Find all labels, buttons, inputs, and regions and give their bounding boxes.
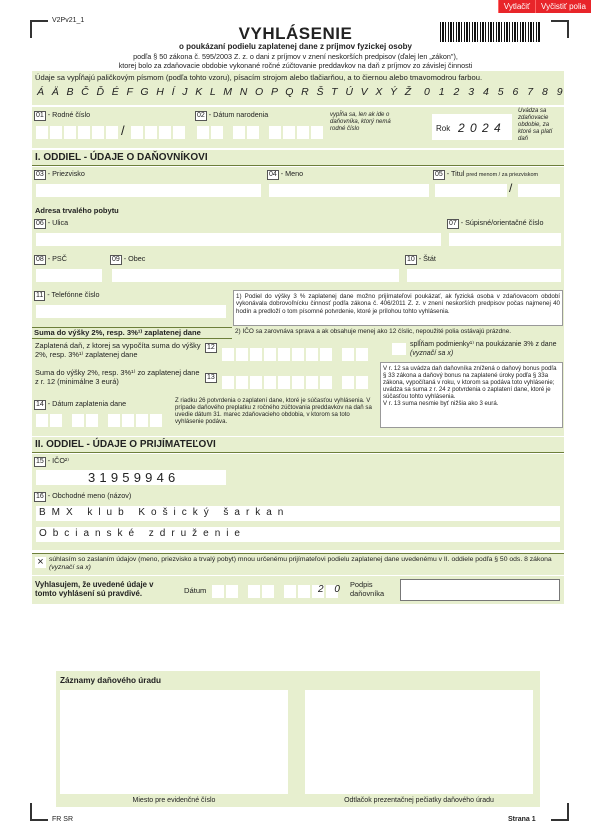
field-number: 14 bbox=[36, 401, 44, 408]
title-label: - Titul bbox=[446, 169, 465, 178]
field-number: 05 bbox=[435, 171, 443, 178]
section2-title: II. ODDIEL - ÚDAJE O PRIJÍMATEĽOVI bbox=[35, 439, 216, 450]
page-number: Strana 1 bbox=[508, 816, 536, 823]
field-number: 11 bbox=[36, 292, 44, 299]
field-number: 08 bbox=[36, 256, 44, 263]
header-line2: ktorej bolo za zdaňovacie obdobie vykonané ročné zúčtovanie preddavkov na daň z príjmov zo závislej činnosti bbox=[118, 61, 473, 70]
signature-label: Podpis daňovníka bbox=[350, 580, 385, 598]
registration-number-box bbox=[60, 690, 288, 794]
payment-date-label: - Dátum zaplatenia dane bbox=[47, 399, 127, 408]
postcode-input[interactable] bbox=[36, 269, 102, 282]
consent-note: (vyznačí sa x) bbox=[49, 564, 91, 571]
field-number: 03 bbox=[36, 171, 44, 178]
municipality-label: - Obec bbox=[123, 254, 146, 263]
field-number: 06 bbox=[36, 220, 44, 227]
registration-number-label: Miesto pre evidenčné číslo bbox=[132, 797, 216, 804]
condition-text2: V r. 13 suma nesmie byť nižšia ako 3 eurá. bbox=[383, 400, 499, 408]
corner-mark bbox=[30, 803, 48, 821]
form-subtitle: o poukázaní podielu zaplatenej dane z príjmov fyzickej osoby bbox=[179, 42, 412, 51]
municipality-input[interactable] bbox=[112, 269, 399, 282]
phone-input[interactable] bbox=[36, 305, 226, 318]
birth-number-label: - Rodné číslo bbox=[47, 110, 91, 119]
condition-note: (vyznačí sa x) bbox=[410, 349, 454, 357]
stamp-box bbox=[305, 690, 533, 794]
signature-box[interactable] bbox=[400, 579, 560, 601]
clear-fields-button[interactable]: Vyčistiť polia bbox=[535, 0, 591, 13]
contribution-input[interactable] bbox=[222, 376, 368, 389]
ico-label: - IČO²⁾ bbox=[47, 456, 70, 465]
field-number: 15 bbox=[36, 458, 44, 465]
field-number: 13 bbox=[207, 374, 215, 381]
barcode bbox=[440, 22, 540, 42]
note-ico: 2) IČO sa zarovnáva sprava a ak obsahuje menej ako 12 číslic, nepoužité polia ostávajú prázdne. bbox=[235, 328, 512, 335]
slash-separator: / bbox=[509, 181, 513, 195]
consent-text: súhlasím so zaslaním údajov (meno, priezvisko a trvalý pobyt) mnou určenému prijímateľovi podielu zaplatenej dane uvedenému v II. oddiele podľa § 50 ods. 8 zákona bbox=[49, 556, 552, 563]
title-after-input[interactable] bbox=[518, 184, 560, 197]
house-number-input[interactable] bbox=[449, 233, 561, 246]
birth-date-label: - Dátum narodenia bbox=[208, 110, 269, 119]
office-heading: Záznamy daňového úradu bbox=[60, 676, 161, 685]
payment-date-note: Z riadku 26 potvrdenia o zaplatení dane, ktoré je súčasťou vyhlásenia. V prípade daňového preplatku z ročného zúčtovania preddavkov na daň sa uvedie dátum 31. marec zdaňovacieho obdobia, v ktorom sa toto vyhlásenie podáva. bbox=[175, 397, 372, 426]
ico-value: 31959946 bbox=[88, 470, 180, 485]
phone-label: - Telefónne číslo bbox=[47, 290, 100, 299]
field-number: 10 bbox=[407, 256, 415, 263]
header-line1: podľa § 50 zákona č. 595/2003 Z. z. o dani z príjmov v znení neskorších predpisov (ďalej len „zákon"), bbox=[133, 52, 458, 61]
title-before-input[interactable] bbox=[435, 184, 507, 197]
print-button[interactable]: Vytlačiť bbox=[498, 0, 535, 13]
year-value[interactable]: 2 0 2 4 bbox=[458, 121, 502, 135]
birth-date-note: vypĺňa sa, len ak ide o daňovníka, ktorý nemá rodné číslo bbox=[330, 112, 391, 132]
condition-label: splĺňam podmienky¹⁾ na poukázanie 3% z dane bbox=[410, 341, 557, 348]
sample-digits: 0 1 2 3 4 5 6 7 8 9 bbox=[424, 86, 566, 98]
field-number: 01 bbox=[36, 112, 44, 119]
surname-label: - Priezvisko bbox=[47, 169, 85, 178]
toolbar bbox=[498, 0, 591, 13]
condition-checkbox[interactable] bbox=[392, 343, 406, 355]
corner-mark bbox=[551, 803, 569, 821]
country-input[interactable] bbox=[407, 269, 561, 282]
field-number: 16 bbox=[36, 493, 44, 500]
house-number-label: - Súpisné/orientačné číslo bbox=[460, 218, 544, 227]
birth-number-input[interactable] bbox=[36, 126, 118, 139]
recipient-name-line1: B M X k l u b K o š i c k ý š a r k a n bbox=[39, 507, 285, 518]
consent-checkbox[interactable]: × bbox=[35, 557, 46, 568]
condition-text: V r. 12 sa uvádza daň daňovníka znížená o daňový bonus podľa § 33 zákona a daňový bonus na zaplatené úroky podľa § 33a zákona, vypočítaná v roku, v ktorom sa podáva toto vyhlásenie; uvádza sa suma z r. 24 z potvrdenia o zaplatení dane, ktoré je súčasťou tohto vyhlásenia. bbox=[383, 365, 557, 401]
sum-heading: Suma do výšky 2%, resp. 3%¹⁾ zaplatenej dane bbox=[34, 328, 201, 337]
street-label: - Ulica bbox=[47, 218, 69, 227]
recipient-name-line2: O b c i a n s k é z d r u ž e n i e bbox=[39, 528, 242, 539]
field-number: 12 bbox=[207, 344, 215, 351]
birth-date-input[interactable] bbox=[197, 126, 323, 139]
date-year-value: 2 0 bbox=[318, 584, 344, 595]
title-note: pred menom / za priezviskom bbox=[466, 172, 539, 178]
stamp-label: Odtlačok prezentačnej pečiatky daňového úradu bbox=[344, 797, 494, 804]
field-number: 02 bbox=[197, 112, 205, 119]
payment-date-input[interactable] bbox=[36, 414, 162, 427]
address-heading: Adresa trvalého pobytu bbox=[35, 206, 119, 215]
field-number: 07 bbox=[449, 220, 457, 227]
instruction-text: Údaje sa vypĺňajú paličkovým písmom (podľa tohto vzoru), písacím strojom alebo tlačiarňou, a to čiernou alebo tmavomodrou farbou. bbox=[35, 73, 483, 82]
tax-paid-input[interactable] bbox=[222, 348, 368, 361]
year-label: Rok bbox=[436, 124, 451, 133]
street-input[interactable] bbox=[36, 233, 441, 246]
birth-number-suffix-input[interactable] bbox=[131, 126, 185, 139]
recipient-name-label: - Obchodné meno (názov) bbox=[47, 491, 132, 500]
sample-letters: Á Ä B Č Ď É F G H Í J K L M N O P Q R Š T Ú V X Ý Ž bbox=[37, 86, 414, 98]
footer-issuer: FR SR bbox=[52, 816, 73, 823]
contribution-label: Suma do výšky 2%, resp. 3%¹⁾ zo zaplatenej dane z r. 12 (minimálne 3 eurá) bbox=[35, 368, 200, 386]
declaration-text: Vyhlasujem, že uvedené údaje v tomto vyhlásení sú pravdivé. bbox=[35, 580, 154, 598]
country-label: - Štát bbox=[418, 254, 436, 263]
section1-title: I. ODDIEL - ÚDAJE O DAŇOVNÍKOVI bbox=[35, 152, 208, 163]
firstname-label: - Meno bbox=[280, 169, 304, 178]
date-label: Dátum bbox=[184, 586, 207, 595]
year-note: Uvádza sa zdaňovacie obdobie, za ktoré sa platí daň bbox=[518, 108, 553, 142]
slash-separator: / bbox=[121, 123, 125, 138]
surname-input[interactable] bbox=[36, 184, 261, 197]
form-code: V2Pv21_1 bbox=[52, 17, 85, 24]
tax-paid-label: Zaplatená daň, z ktorej sa vypočíta suma do výšky 2%, resp. 3%¹⁾ zaplatenej dane bbox=[35, 341, 201, 359]
form-title: VYHLÁSENIE bbox=[238, 24, 353, 43]
note-volunteer: 1) Podiel do výšky 3 % zaplatenej dane možno prijímateľovi poukázať, ak fyzická osoba v zdaňovacom období vykonávala dobrovoľnícku činnosť podľa zákona č. 406/2011 Z. z. v znení neskorších predpisov počas najmenej 40 hodín a predloží o tom písomné potvrdenie, ktoré je prílohou tohto vyhlásenia. bbox=[233, 290, 563, 326]
field-number: 09 bbox=[112, 256, 120, 263]
firstname-input[interactable] bbox=[269, 184, 429, 197]
field-number: 04 bbox=[269, 171, 277, 178]
postcode-label: - PSČ bbox=[47, 254, 67, 263]
